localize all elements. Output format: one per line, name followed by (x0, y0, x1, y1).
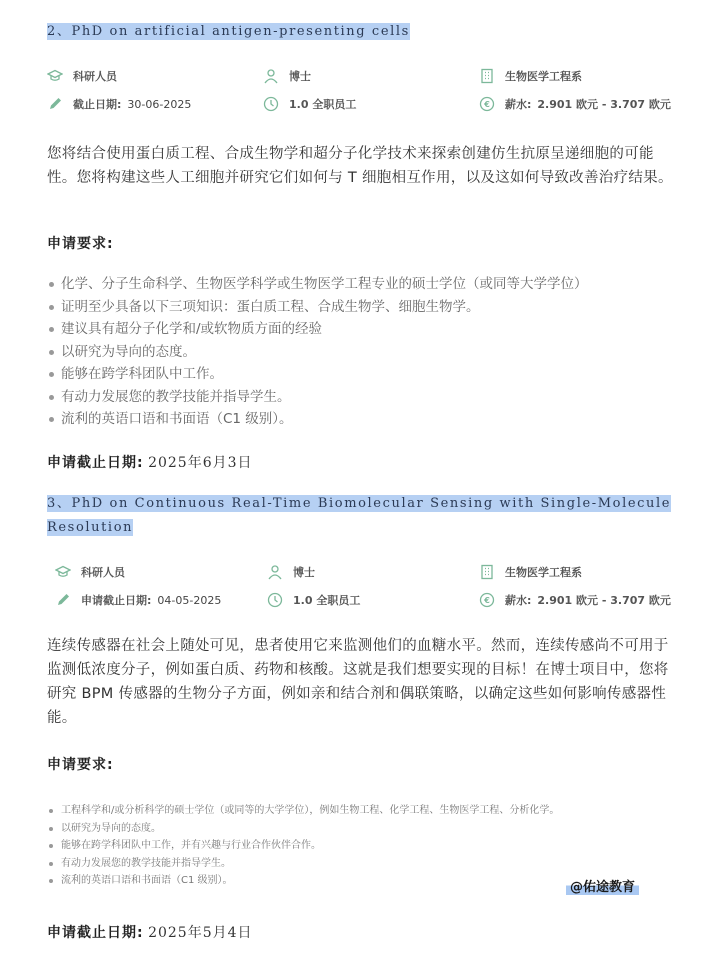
meta-department (479, 562, 588, 582)
position-description: 连续传感器在社会上随处可见，患者使用它来监测他们的血糖水平。然而，连续传感尚不可用于监测低浓度分子，例如蛋白质、药物和核酸。这就是我们想要实现的目标！在博士项目中，您将研究 BPM 传感器的生物分子方面，例如亲和结合剂和偶联策略，以确定这些如何影响传感器性能。 (47, 638, 669, 726)
meta-row (47, 94, 687, 114)
meta-row (47, 590, 687, 610)
svg-text:€: € (484, 100, 490, 109)
degree-text: 博士 (289, 70, 311, 83)
position-title-text: 2、PhD on artificial antigen-presenting cells (47, 24, 410, 39)
position-title-line1: 3、PhD on Continuous Real-Time Biomolecular Sensing with Single-Molecule (47, 496, 672, 511)
meta-degree (263, 66, 317, 86)
application-deadline-label: 申请截止日期: (47, 925, 144, 941)
clock-icon (263, 96, 279, 112)
pencil-icon (55, 592, 71, 608)
list-item: 流利的英语口语和书面语（C1 级别）。 (47, 872, 559, 890)
salary-label: 薪水: (505, 594, 532, 607)
list-item: 有动力发展您的教学技能并指导学生。 (47, 855, 559, 873)
deadline-value: 30-06-2025 (127, 97, 192, 111)
deadline-label: 截止日期: (73, 98, 122, 111)
graduation-cap-icon (55, 564, 71, 580)
meta-salary (479, 590, 671, 610)
meta-deadline (47, 94, 191, 114)
list-item: 有动力发展您的教学技能并指导学生。 (47, 386, 588, 409)
list-item: 能够在跨学科团队中工作。 (47, 363, 588, 386)
list-item: 流利的英语口语和书面语（C1 级别）。 (47, 408, 588, 431)
list-item: 以研究为导向的态度。 (47, 341, 588, 364)
deadline-label: 申请截止日期: (81, 594, 152, 607)
pencil-icon (47, 96, 63, 112)
position-title-line2: Resolution (47, 520, 134, 535)
salary-value: 2.901 欧元 - 3.707 欧元 (537, 594, 671, 607)
meta-fte (267, 590, 366, 610)
svg-text:€: € (484, 596, 490, 605)
requirements-list (47, 273, 588, 431)
list-item: 工程科学和/或分析科学的硕士学位（或同等的大学学位），例如生物工程、化学工程、生物医学工程、分析化学。 (47, 802, 559, 820)
meta-row (47, 66, 687, 86)
requirements-list (47, 802, 559, 890)
meta-salary (479, 94, 671, 114)
position-title (47, 20, 410, 44)
application-deadline (47, 452, 253, 472)
department-text: 生物医学工程系 (505, 70, 582, 83)
list-item: 以研究为导向的态度。 (47, 820, 559, 838)
application-deadline-label: 申请截止日期: (47, 455, 144, 471)
meta-degree (267, 562, 321, 582)
requirements-heading: 申请要求: (47, 757, 114, 773)
meta-department (479, 66, 588, 86)
watermark: @佑途教育 (566, 876, 639, 895)
role-text: 科研人员 (73, 70, 117, 83)
application-deadline-value: 2025年6月3日 (148, 455, 253, 471)
list-item: 证明至少具备以下三项知识：蛋白质工程、合成生物学、细胞生物学。 (47, 296, 588, 319)
role-text: 科研人员 (81, 566, 125, 579)
person-icon (267, 564, 283, 580)
position-description: 您将结合使用蛋白质工程、合成生物学和超分子化学技术来探索创建仿生抗原呈递细胞的可能性。您将构建这些人工细胞并研究它们如何与 T 细胞相互作用，以及这如何导致改善治疗结果。 (47, 146, 673, 186)
meta-role (47, 66, 123, 86)
clock-icon (267, 592, 283, 608)
euro-icon (479, 96, 495, 112)
department-text: 生物医学工程系 (505, 566, 582, 579)
fte-text: 1.0 全职员工 (289, 98, 357, 111)
list-item: 能够在跨学科团队中工作，并有兴趣与行业合作伙伴合作。 (47, 837, 559, 855)
salary-label: 薪水: (505, 98, 532, 111)
meta-role (55, 562, 131, 582)
requirements-heading: 申请要求: (47, 236, 114, 252)
person-icon (263, 68, 279, 84)
building-icon (479, 564, 495, 580)
meta-deadline (55, 590, 221, 610)
position-title (47, 492, 671, 540)
deadline-value: 04-05-2025 (157, 593, 222, 607)
application-deadline-value: 2025年5月4日 (148, 925, 253, 941)
euro-icon (479, 592, 495, 608)
degree-text: 博士 (293, 566, 315, 579)
building-icon (479, 68, 495, 84)
list-item: 化学、分子生命科学、生物医学科学或生物医学工程专业的硕士学位（或同等大学学位） (47, 273, 588, 296)
application-deadline (47, 922, 253, 942)
meta-row (47, 562, 687, 582)
fte-text: 1.0 全职员工 (293, 594, 361, 607)
meta-fte (263, 94, 362, 114)
list-item: 建议具有超分子化学和/或软物质方面的经验 (47, 318, 588, 341)
salary-value: 2.901 欧元 - 3.707 欧元 (537, 98, 671, 111)
graduation-cap-icon (47, 68, 63, 84)
